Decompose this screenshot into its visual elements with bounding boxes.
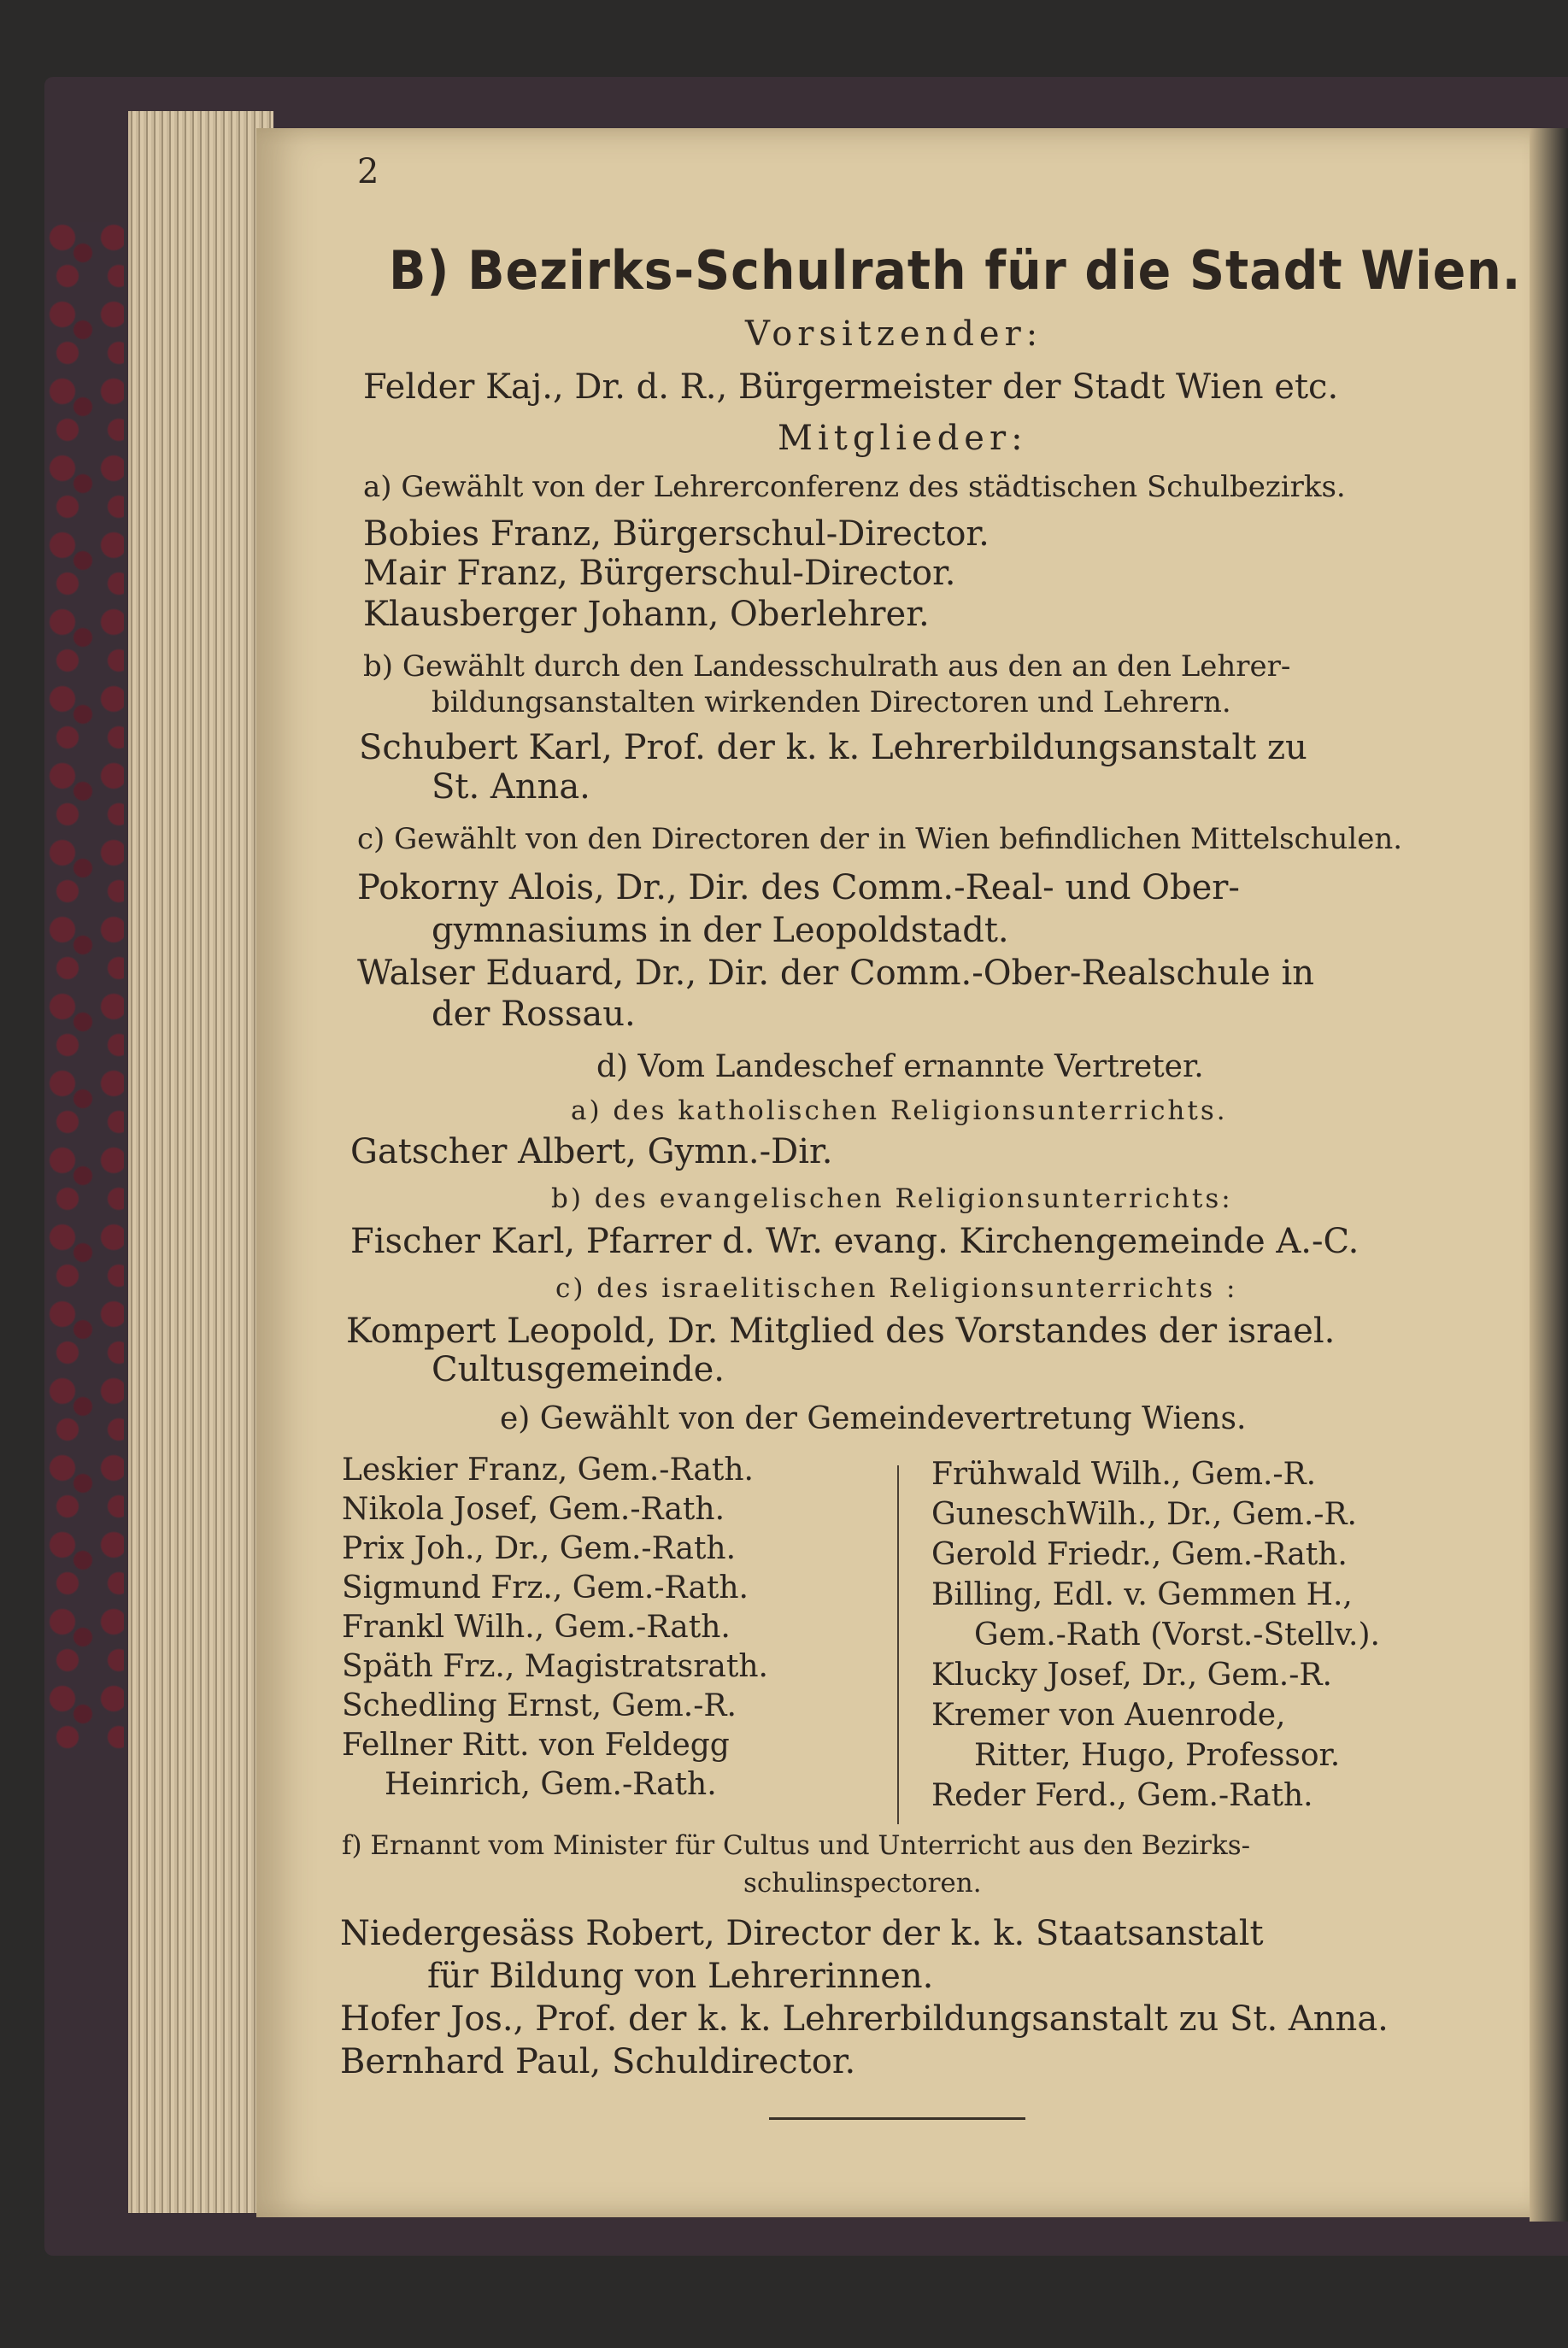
section-c-heading: c) Gewählt von den Directoren der in Wien befindlichen Mittelschulen.	[357, 822, 1403, 856]
section-f-heading: f) Ernannt vom Minister für Cultus und Unterricht aus den Bezirks-	[342, 1830, 1251, 1861]
section-d-sub-b: b) des evangelischen Religionsunterrichts:	[551, 1183, 1233, 1214]
left-column-item: Prix Joh., Dr., Gem.-Rath.	[342, 1531, 737, 1566]
section-a-heading: a) Gewählt von der Lehrerconferenz des städtischen Schulbezirks.	[363, 470, 1346, 504]
list-item: Gatscher Albert, Gymn.-Dir.	[350, 1132, 833, 1171]
section-f-heading-cont: schulinspectoren.	[743, 1868, 982, 1899]
page-edges	[128, 111, 273, 2213]
right-column-item-cont: Gem.-Rath (Vorst.-Stellv.).	[974, 1617, 1380, 1652]
column-divider	[897, 1465, 899, 1824]
list-item: Schubert Karl, Prof. der k. k. Lehrerbildungsanstalt zu	[359, 728, 1307, 767]
right-column-item: Gerold Friedr., Gem.-Rath.	[931, 1537, 1348, 1572]
members-label: Mitglieder:	[778, 419, 1028, 458]
list-item-cont: Cultusgemeinde.	[432, 1350, 725, 1389]
right-column-item: Klucky Josef, Dr., Gem.-R.	[931, 1658, 1332, 1693]
list-item: Bobies Franz, Bürgerschul-Director.	[363, 514, 990, 554]
gutter-shadow	[1530, 128, 1568, 2222]
section-e-heading: e) Gewählt von der Gemeindevertretung Wiens.	[500, 1401, 1247, 1436]
list-item-cont: für Bildung von Lehrerinnen.	[427, 1957, 934, 1996]
list-item: Kompert Leopold, Dr. Mitglied des Vorstandes der israel.	[346, 1312, 1336, 1351]
section-d-sub-a: a) des katholischen Religionsunterrichts.	[571, 1095, 1228, 1126]
left-column-item: Schedling Ernst, Gem.-R.	[342, 1688, 737, 1723]
list-item-cont: der Rossau.	[432, 995, 636, 1034]
marbled-cover-edge	[47, 222, 124, 1760]
right-column-item: GuneschWilh., Dr., Gem.-R.	[931, 1497, 1357, 1532]
left-column-item: Späth Frz., Magistratsrath.	[342, 1649, 768, 1684]
list-item: Walser Eduard, Dr., Dir. der Comm.-Ober-Realschule in	[357, 954, 1315, 993]
left-column-item: Nikola Josef, Gem.-Rath.	[342, 1492, 725, 1527]
page-title: B) Bezirks-Schulrath für die Stadt Wien.	[389, 239, 1522, 302]
list-item: Bernhard Paul, Schuldirector.	[340, 2042, 856, 2081]
list-item: Fischer Karl, Pfarrer d. Wr. evang. Kirchengemeinde A.-C.	[350, 1222, 1360, 1261]
left-column-item: Frankl Wilh., Gem.-Rath.	[342, 1610, 731, 1645]
right-column-item: Kremer von Auenrode,	[931, 1698, 1286, 1733]
list-item: Hofer Jos., Prof. der k. k. Lehrerbildungsanstalt zu St. Anna.	[340, 1999, 1389, 2039]
right-column-item: Billing, Edl. v. Gemmen H.,	[931, 1577, 1353, 1612]
section-d-heading: d) Vom Landeschef ernannte Vertreter.	[596, 1049, 1204, 1084]
right-column-item-cont: Ritter, Hugo, Professor.	[974, 1738, 1341, 1773]
right-column-item: Frühwald Wilh., Gem.-R.	[931, 1457, 1317, 1492]
right-column-item: Reder Ferd., Gem.-Rath.	[931, 1778, 1313, 1813]
list-item: Niedergesäss Robert, Director der k. k. Staatsanstalt	[340, 1914, 1264, 1953]
section-b-heading: b) Gewählt durch den Landesschulrath aus den an den Lehrer-	[363, 649, 1291, 684]
list-item: Klausberger Johann, Oberlehrer.	[363, 595, 930, 634]
chair-entry: Felder Kaj., Dr. d. R., Bürgermeister der Stadt Wien etc.	[363, 367, 1339, 407]
page-number: 2	[357, 152, 379, 191]
section-d-sub-c: c) des israelitischen Religionsunterrichts :	[555, 1273, 1238, 1304]
left-column-item-cont: Heinrich, Gem.-Rath.	[385, 1767, 717, 1802]
left-column-item: Leskier Franz, Gem.-Rath.	[342, 1453, 754, 1488]
section-b-heading-cont: bildungsanstalten wirkenden Directoren und Lehrern.	[432, 685, 1231, 719]
end-rule	[769, 2117, 1025, 2120]
chair-label: Vorsitzender:	[745, 314, 1043, 354]
list-item: Pokorny Alois, Dr., Dir. des Comm.-Real- und Ober-	[357, 868, 1240, 907]
left-column-item: Fellner Ritt. von Feldegg	[342, 1728, 730, 1763]
left-column-item: Sigmund Frz., Gem.-Rath.	[342, 1570, 749, 1605]
list-item-cont: St. Anna.	[432, 767, 590, 807]
list-item: Mair Franz, Bürgerschul-Director.	[363, 554, 956, 593]
list-item-cont: gymnasiums in der Leopoldstadt.	[432, 911, 1009, 950]
